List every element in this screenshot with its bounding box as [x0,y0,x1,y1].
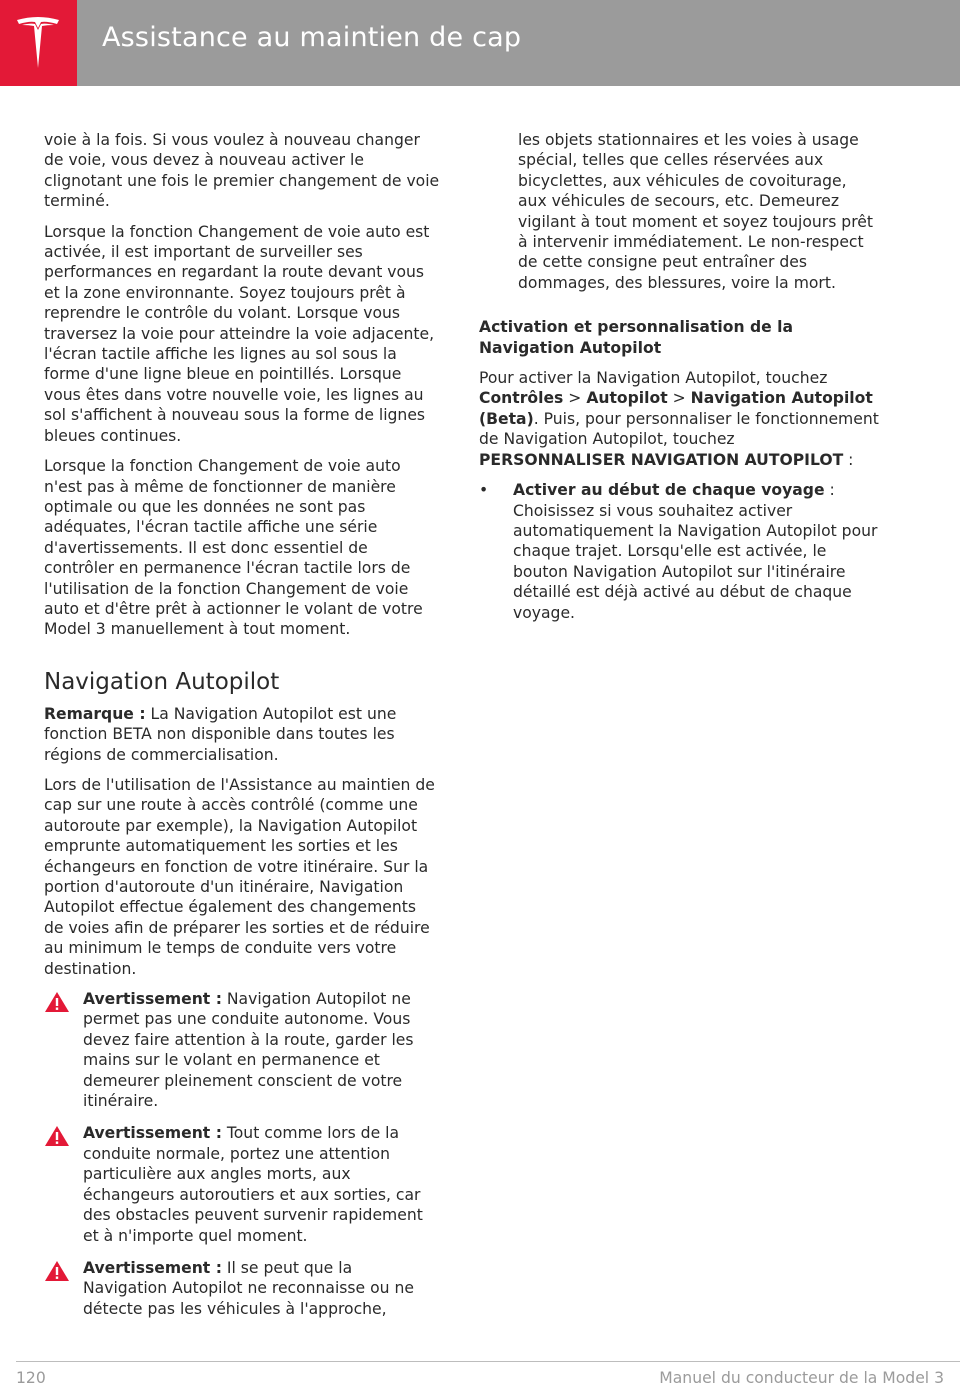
paragraph [479,368,879,470]
warning-text: Il se peut que la Navigation Autopilot ne reconnaisse ou ne détecte pas les véhicules à l'approche, [83,1258,414,1318]
warning-triangle-icon [44,991,70,1013]
warning-continuation: les objets stationnaires et les voies à usage spécial, telles que celles réservées aux bicyclettes, aux véhicules de covoiturage, aux véhicules de secours, etc. Demeurez vigilant à tout moment et soyez toujours prêt à intervenir immédiatement. Le non-respect de cette consigne peut entraîner des dommages, des blessures, voire la mort. [518,131,873,292]
warning-block [44,1123,440,1245]
brand-logo-box [0,0,77,86]
menu-path-item: Autopilot [586,389,668,408]
menu-path-item: Navigation Autopilot (Beta) [479,389,873,428]
text: Pour activer la Navigation Autopilot, touchez [479,369,828,388]
paragraph: voie à la fois. Si vous voulez à nouveau changer de voie, vous devez à nouveau activer le clignotant une fois le premier changement de voie terminé. [44,131,440,211]
paragraph: Lors de l'utilisation de l'Assistance au maintien de cap sur une route à accès contrôlé (comme une autoroute par exemple), la Navigation Autopilot emprunte automatiquement les sorties et les échangeurs en fonction de votre itinéraire. Sur la portion d'autoroute d'un itinéraire, Navigation Autopilot effectue également des changements de voies afin de préparer les sorties et de réduire au minimum le temps de conduite vers votre destination. [44,775,435,978]
warning-label: Avertissement : [83,990,222,1009]
warning-block [44,989,440,1111]
list-item [479,480,879,623]
page-header [0,0,960,86]
text: : [843,450,854,469]
footer-title: Manuel du conducteur de la Model 3 [659,1369,944,1387]
warning-label: Avertissement : [83,1124,222,1143]
left-column [44,130,440,1331]
right-column [479,130,879,623]
list-item-text: : Choisissez si vous souhaitez activer automatiquement la Navigation Autopilot pour chaque trajet. Lorsqu'elle est activée, le bouton Navigation Autopilot sur l'itinéraire détaillé est déjà activé au début de chaque voyage. [513,481,878,622]
note-label: Remarque : [44,704,146,723]
menu-separator: > [563,389,587,408]
warning-text: Tout comme lors de la conduite normale, portez une attention particulière aux angles morts, aux échangeurs autoroutiers et aux sorties, car des obstacles peuvent survenir rapidement et à n'importe quel moment. [83,1124,423,1245]
bullet-icon: • [479,481,489,500]
warning-block [44,1258,440,1319]
warning-triangle-icon [44,1125,70,1147]
paragraph: Lorsque la fonction Changement de voie auto est activée, il est important de surveiller ses performances en regardant la route devant vous et la zone environnante. Soyez toujours prêt à reprendre le contrôle du volant. Lorsque vous traversez la voie pour atteindre la voie adjacente, l'écran tactile affiche les lignes au sol sous la forme d'une ligne bleue en pointillés. Lorsque vous êtes dans votre nouvelle voie, les lignes au sol s'affichent à nouveau sous la forme de lignes bleues continues. [44,222,435,445]
page-number: 120 [16,1369,46,1387]
page-title: Assistance au maintien de cap [102,22,522,53]
warning-label: Avertissement : [83,1258,222,1277]
section-heading: Navigation Autopilot [44,668,280,695]
menu-path-item: Contrôles [479,389,564,408]
menu-separator: > [667,389,691,408]
text: . Puis, pour personnaliser le fonctionnement de Navigation Autopilot, touchez [479,409,879,449]
list-item-label: Activer au début de chaque voyage [513,481,825,500]
note [44,704,440,765]
paragraph: Lorsque la fonction Changement de voie auto n'est pas à même de fonctionner de manière optimale ou que les données ne sont pas adéquates, l'écran tactile affiche une série d'avertissements. Il est donc essentiel de contrôler en permanence l'écran tactile lors de l'utilisation de la fonction Changement de voie auto et d'être prêt à actionner le volant de votre Model 3 manuellement à tout moment. [44,457,423,639]
subsection-heading: Activation et personnalisation de la Navigation Autopilot [479,318,794,357]
footer-divider [16,1361,960,1362]
warning-triangle-icon [44,1260,70,1282]
menu-path-item: PERSONNALISER NAVIGATION AUTOPILOT [479,450,844,469]
warning-text: Navigation Autopilot ne permet pas une conduite autonome. Vous devez faire attention à la route, garder les mains sur le volant en permanence et demeurer pleinement conscient de votre itinéraire. [83,990,414,1111]
note-text: La Navigation Autopilot est une fonction BETA non disponible dans toutes les régions de commercialisation. [44,704,397,764]
tesla-logo-icon [14,16,62,70]
